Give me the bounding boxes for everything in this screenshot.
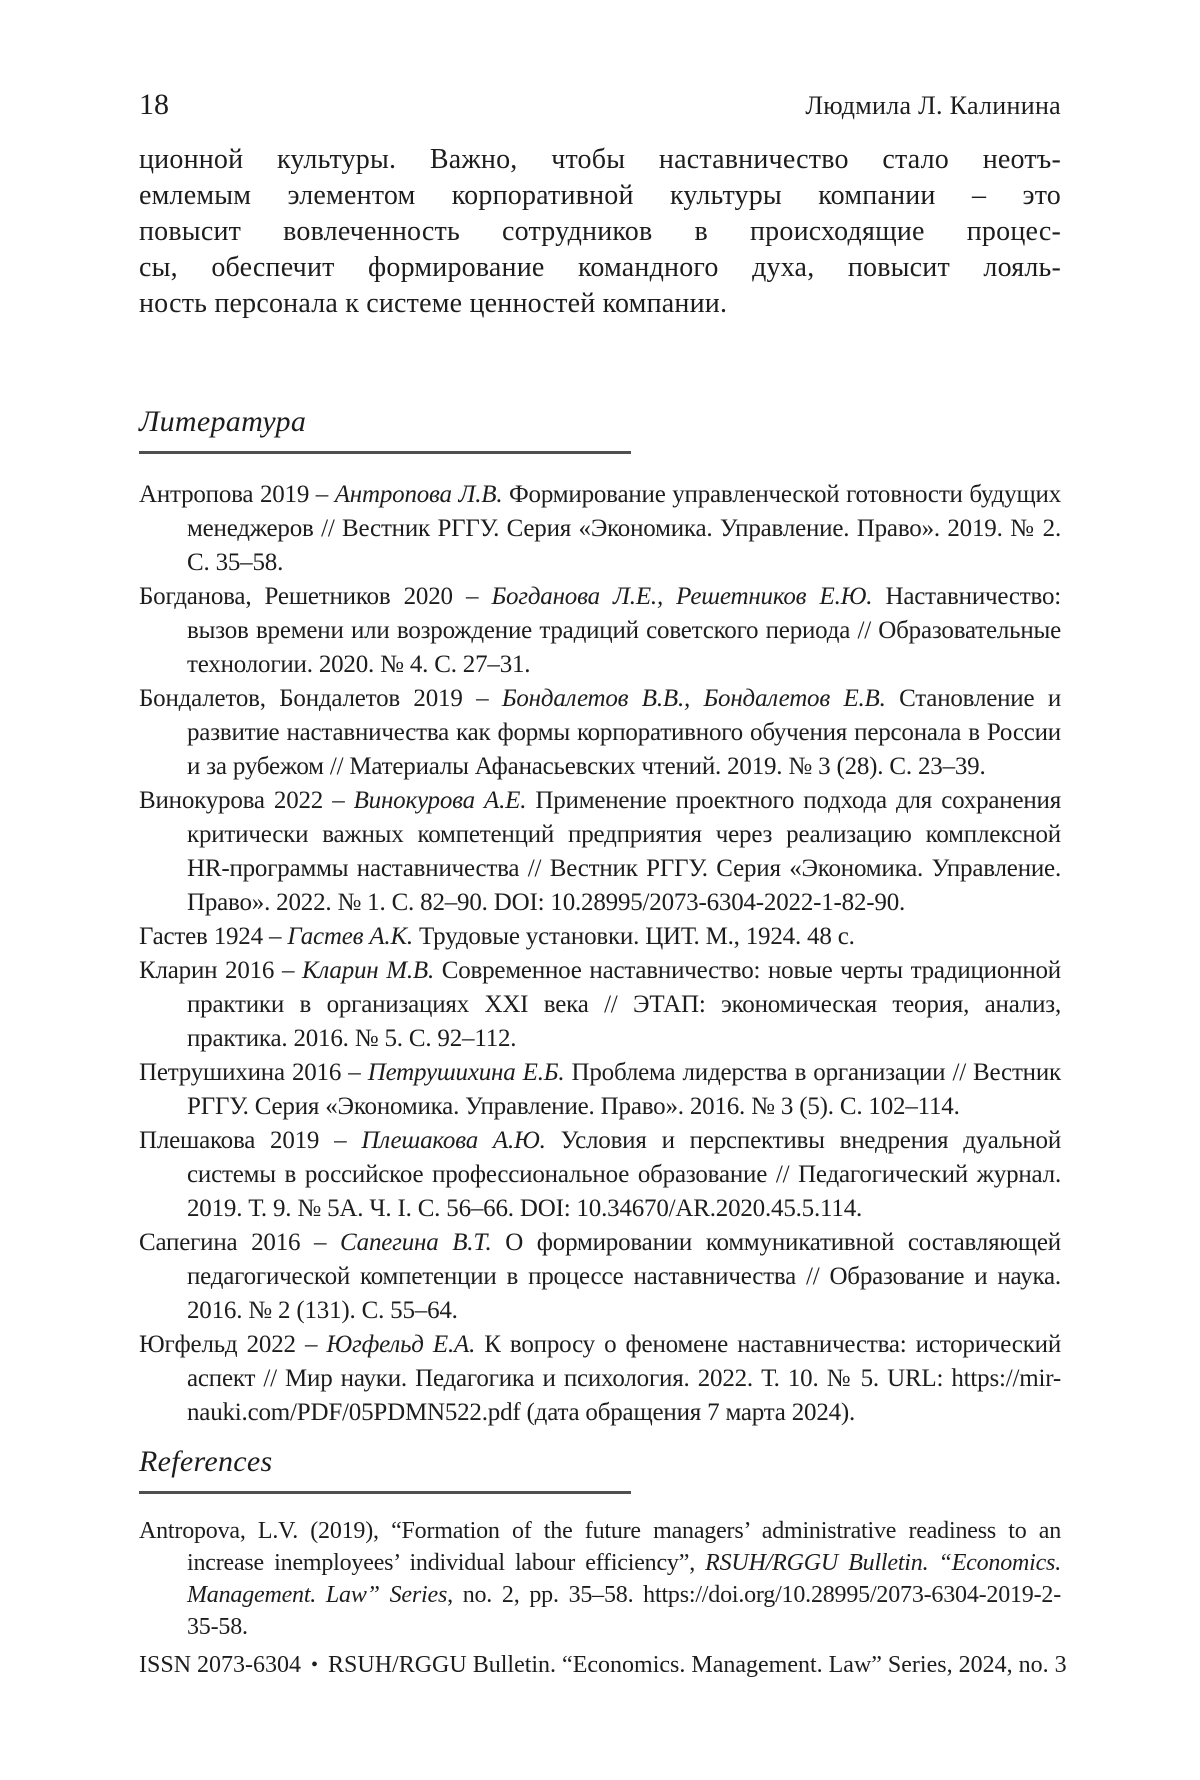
reference-text: Условия и перспективы внедрения дуальной системы в российское профессиональное образование // Педагогический журнал. 2019. Т. 9. № 5А. Ч. I. С. 56–66. DOI: 10.34670/AR.2020.45.5.114. xyxy=(187,1127,1061,1222)
footer-bullet-separator: • xyxy=(311,1654,319,1676)
body-line: повысит вовлеченность сотрудников в происходящие процес- xyxy=(139,216,1061,247)
page-footer xyxy=(139,1650,1067,1680)
reference-text: Проблема лидерства в организации // Вестник РГГУ. Серия «Экономика. Управление. Право». 2016. № 3 (5). С. 102–114. xyxy=(187,1059,1061,1120)
reference-entry xyxy=(139,1515,1061,1643)
reference-citation-key: Петрушихина 2016 – xyxy=(139,1059,368,1086)
body-line: ционной культуры. Важно, чтобы наставничество стало неотъ- xyxy=(139,144,1061,175)
reference-entry xyxy=(139,1124,1061,1226)
running-head-author: Людмила Л. Калинина xyxy=(805,91,1061,120)
reference-entry xyxy=(139,1056,1061,1124)
literatura-list xyxy=(139,478,1061,1430)
reference-text: Применение проектного подхода для сохранения критически важных компетенций предприятия через реализацию комплексной HR-программы наставничества // Вестник РГГУ. Серия «Экономика. Управление. Право». 2022. № 1. С. 82–90. DOI: 10.28995/2073-6304-2022-1-82-90. xyxy=(187,787,1062,916)
reference-entry xyxy=(139,920,1061,954)
running-head xyxy=(139,88,1061,123)
reference-entry xyxy=(139,1328,1061,1430)
footer-issn: ISSN 2073-6304 xyxy=(139,1652,302,1678)
reference-journal: RSUH/RGGU Bulletin. “Economics. Management. Law” Series xyxy=(187,1550,1061,1608)
body-line: сы, обеспечит формирование командного духа, повысит лояль- xyxy=(139,252,1061,283)
reference-authors: Винокурова А.Е. xyxy=(353,787,527,814)
reference-citation-key: Бондалетов, Бондалетов 2019 – xyxy=(139,685,502,712)
reference-text: Формирование управленческой готовности будущих менеджеров // Вестник РГГУ. Серия «Экономика. Управление. Право». 2019. № 2. С. 35–58. xyxy=(187,481,1061,576)
reference-entry xyxy=(139,682,1061,784)
reference-citation-key: Плешакова 2019 – xyxy=(139,1127,362,1154)
footer-journal-title: RSUH/RGGU Bulletin. “Economics. Management. Law” Series, 2024, no. 3 xyxy=(328,1652,1067,1678)
references-heading: References xyxy=(139,1445,273,1478)
reference-text: К вопросу о феномене наставничества: исторический аспект // Мир науки. Педагогика и психология. 2022. Т. 10. № 5. URL: https://mir-nauki.com/PDF/05PDMN522.pdf (дата обращения 7 марта 2024). xyxy=(187,1331,1061,1426)
reference-authors: Плешакова А.Ю. xyxy=(361,1127,546,1154)
body-paragraph xyxy=(139,142,1061,322)
literatura-section xyxy=(139,404,1061,1430)
references-list xyxy=(139,1515,1061,1643)
reference-entry xyxy=(139,954,1061,1056)
reference-citation-key: Гастев 1924 – xyxy=(139,923,288,950)
reference-authors: Сапегина В.Т. xyxy=(340,1229,492,1256)
reference-citation-key: Винокурова 2022 – xyxy=(139,787,354,814)
reference-text: Antropova, L.V. (2019), “Formation of the future managers’ administrative readiness to an increase inemployees’ individual labour efficiency”, xyxy=(139,1518,1061,1576)
reference-authors: Богданова Л.Е., Решетников Е.Ю. xyxy=(491,583,873,610)
reference-authors: Кларин М.В. xyxy=(301,957,435,984)
heading-rule xyxy=(139,1491,631,1494)
body-line: ность персонала к системе ценностей компании. xyxy=(139,288,728,319)
reference-citation-key: Сапегина 2016 – xyxy=(139,1229,341,1256)
reference-entry xyxy=(139,1226,1061,1328)
reference-text: Наставничество: вызов времени или возрождение традиций советского периода // Образовательные технологии. 2020. № 4. С. 27–31. xyxy=(187,583,1061,678)
reference-entry xyxy=(139,784,1061,920)
reference-text: , no. 2, pp. 35–58. https://doi.org/10.28995/2073-6304-2019-2-35-58. xyxy=(187,1582,1061,1640)
reference-authors: Петрушихина Е.Б. xyxy=(367,1059,565,1086)
reference-citation-key: Югфельд 2022 – xyxy=(139,1331,327,1358)
literatura-heading: Литература xyxy=(139,405,307,438)
reference-citation-key: Богданова, Решетников 2020 – xyxy=(139,583,492,610)
reference-entry xyxy=(139,478,1061,580)
body-line: емлемым элементом корпоративной культуры компании – это xyxy=(139,180,1061,211)
page-number: 18 xyxy=(139,88,169,121)
reference-text: О формировании коммуникативной составляющей педагогической компетенции в процессе наставничества // Образование и наука. 2016. № 2 (131). С. 55–64. xyxy=(187,1229,1061,1324)
reference-text: Трудовые установки. ЦИТ. М., 1924. 48 с. xyxy=(412,923,855,950)
reference-authors: Антропова Л.В. xyxy=(334,481,503,508)
references-section xyxy=(139,1444,1061,1643)
reference-citation-key: Кларин 2016 – xyxy=(139,957,302,984)
reference-citation-key: Антропова 2019 – xyxy=(139,481,335,508)
heading-rule xyxy=(139,451,631,454)
reference-text: Становление и развитие наставничества как формы корпоративного обучения персонала в России и за рубежом // Материалы Афанасьевских чтений. 2019. № 3 (28). С. 23–39. xyxy=(187,685,1062,780)
reference-entry xyxy=(139,580,1061,682)
reference-authors: Бондалетов В.В., Бондалетов Е.В. xyxy=(501,685,886,712)
reference-authors: Гастев А.К. xyxy=(287,923,413,950)
reference-authors: Югфельд Е.А. xyxy=(326,1331,476,1358)
reference-text: Современное наставничество: новые черты традиционной практики в организациях XXI века // ЭТАП: экономическая теория, анализ, практика. 2016. № 5. С. 92–112. xyxy=(187,957,1061,1052)
